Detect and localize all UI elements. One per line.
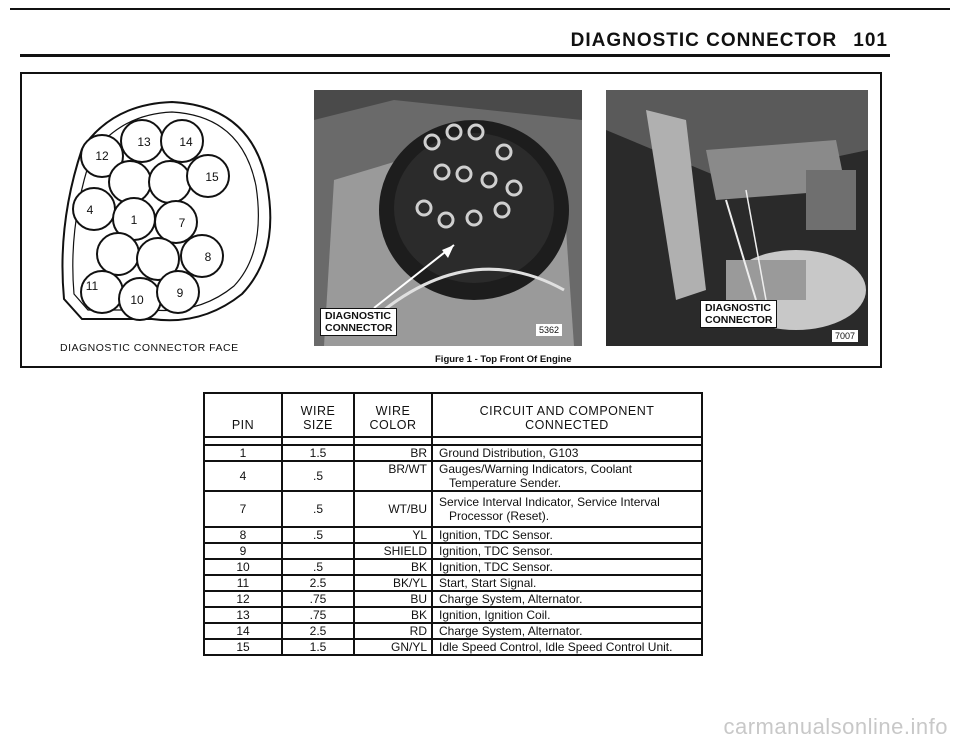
table-row: 1 1.5 BR Ground Distribution, G103 [204,445,702,461]
pin-label-9: 9 [176,286,184,300]
table-row: 9 SHIELD Ignition, TDC Sensor. [204,543,702,559]
connector-face-caption: DIAGNOSTIC CONNECTOR FACE [60,342,239,354]
header-wire-color: WIRE COLOR [354,393,432,437]
watermark: carmanualsonline.info [723,714,948,739]
table-row: 4 .5 BR/WT Gauges/Warning Indicators, Coolant Temperature Sender. [204,461,702,491]
pin-hole-4 [73,188,115,230]
pin-table [203,392,703,656]
photo1-number: 5362 [536,324,562,336]
header-rule [20,54,890,57]
page-title: DIAGNOSTIC CONNECTOR [570,30,838,51]
engine-photo-closeup [314,90,582,346]
photo2-number: 7007 [832,330,858,342]
pin-label-14: 14 [179,135,193,149]
pin-label-11: 11 [85,279,99,293]
table-row: 13 .75 BK Ignition, Ignition Coil. [204,607,702,623]
pin-table-header [204,393,702,437]
pin-label-13: 13 [137,135,151,149]
pin-label-8: 8 [204,250,212,264]
connector-face-diagram [52,94,282,334]
top-rule [10,8,950,10]
header-wire-size: WIRE SIZE [282,393,354,437]
figure-box [20,72,882,368]
table-row: 11 2.5 BK/YL Start, Start Signal. [204,575,702,591]
pin-hole-8 [181,235,223,277]
table-row: 14 2.5 RD Charge System, Alternator. [204,623,702,639]
pin-label-15: 15 [205,170,219,184]
header-pin: PIN [204,393,282,437]
table-row: 10 .5 BK Ignition, TDC Sensor. [204,559,702,575]
table-row: 12 .75 BU Charge System, Alternator. [204,591,702,607]
table-row: 8 .5 YL Ignition, TDC Sensor. [204,527,702,543]
engine-photo-overview [606,90,868,346]
pin-label-7: 7 [178,216,186,230]
pin-label-10: 10 [130,293,144,307]
photo1-callout: DIAGNOSTIC CONNECTOR [320,308,397,336]
pin-hole-7 [155,201,197,243]
table-row: 15 1.5 GN/YL Idle Speed Control, Idle Speed Control Unit. [204,639,702,655]
page-number: 101 [853,30,888,51]
pin-label-4: 4 [86,203,94,217]
figure-caption: Figure 1 - Top Front Of Engine [435,354,572,365]
pin-label-1: 1 [130,213,138,227]
table-row: 7 .5 WT/BU Service Interval Indicator, Service Interval Processor (Reset). [204,491,702,527]
pin-hole-blank-a [109,161,151,203]
header-gap [204,437,702,445]
photo2-callout: DIAGNOSTIC CONNECTOR [700,300,777,328]
header-circuit: CIRCUIT AND COMPONENT CONNECTED [432,393,702,437]
pin-hole-blank-c [97,233,139,275]
pin-hole-blank-b [149,161,191,203]
page-header [571,30,888,52]
pin-label-12: 12 [95,149,109,163]
